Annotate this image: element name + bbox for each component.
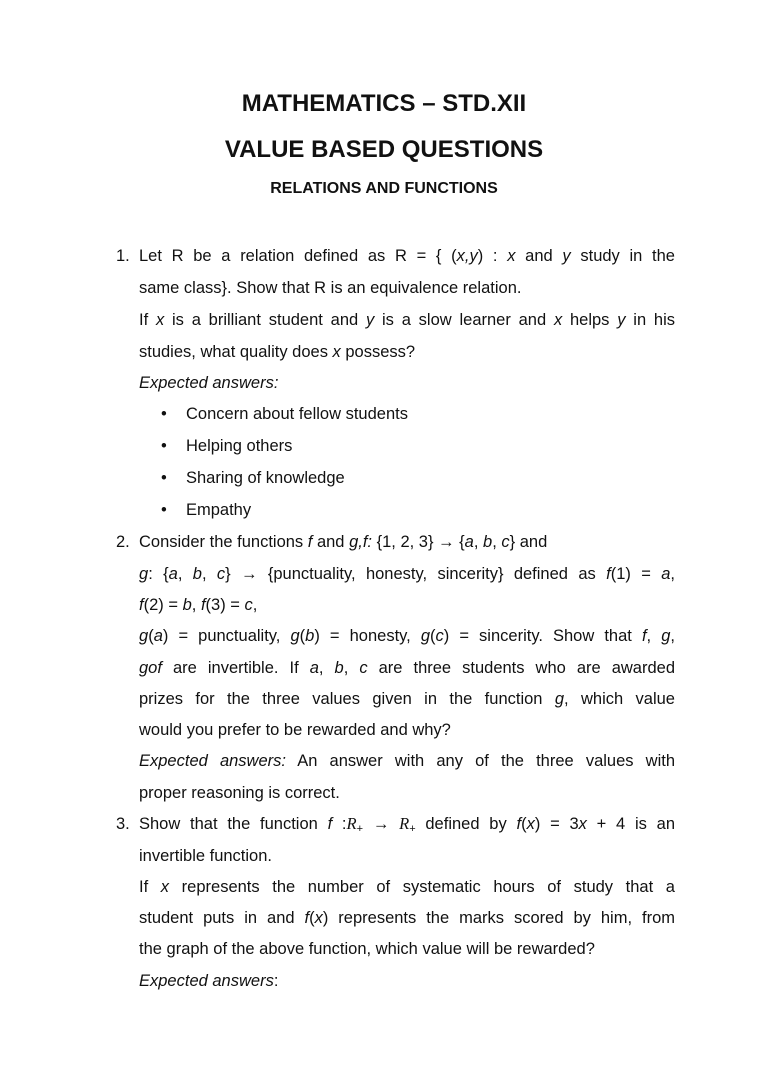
section-heading: RELATIONS AND FUNCTIONS bbox=[270, 180, 498, 197]
question-3-line-4: student puts in and f(x) represents the marks scored by him, from bbox=[139, 909, 675, 927]
list-item: Concern about fellow students bbox=[186, 405, 408, 423]
document-subtitle: VALUE BASED QUESTIONS bbox=[224, 136, 544, 163]
list-item: Sharing of knowledge bbox=[186, 469, 345, 487]
list-item: Empathy bbox=[186, 501, 252, 519]
question-2-line-3: f(2) = b, f(3) = c, bbox=[139, 596, 258, 614]
question-1-number: 1. bbox=[116, 247, 130, 265]
question-1-line-2: same class}. Show that R is an equivalence relation. bbox=[139, 279, 522, 297]
question-2-line-7: would you prefer to be rewarded and why? bbox=[139, 721, 451, 739]
bullet-icon: • bbox=[161, 405, 167, 423]
question-2-number: 2. bbox=[116, 533, 130, 551]
question-1-line-3: If x is a brilliant student and y is a slow learner and x helps y in his bbox=[139, 311, 675, 329]
document-title: MATHEMATICS – STD.XII bbox=[241, 90, 527, 117]
question-2-line-8: Expected answers: An answer with any of the three values with bbox=[139, 752, 675, 770]
question-3-line-1: Show that the function f :R+ → R+ defined by f(x) = 3x + 4 is an bbox=[139, 814, 676, 835]
question-2-line-1: Consider the functions f and g,f: {1, 2, 3} → {a, b, c} and bbox=[139, 533, 548, 551]
question-1-line-4: studies, what quality does x possess? bbox=[139, 343, 416, 361]
question-3-line-3: If x represents the number of systematic hours of study that a bbox=[139, 878, 675, 896]
bullet-icon: • bbox=[161, 437, 167, 455]
question-3-line-2: invertible function. bbox=[139, 847, 272, 865]
list-item: Helping others bbox=[186, 437, 293, 455]
bullet-icon: • bbox=[161, 469, 167, 487]
question-2-line-4: g(a) = punctuality, g(b) = honesty, g(c) = sincerity. Show that f, g, bbox=[139, 627, 675, 645]
question-2-line-6: prizes for the three values given in the function g, which value bbox=[139, 690, 675, 708]
question-1-line-1: Let R be a relation defined as R = { (x,y) : x and y study in the bbox=[139, 247, 675, 265]
bullet-icon: • bbox=[161, 501, 167, 519]
question-1-expected-label: Expected answers: bbox=[139, 374, 279, 392]
question-3-line-5: the graph of the above function, which value will be rewarded? bbox=[139, 940, 595, 958]
question-2-line-9: proper reasoning is correct. bbox=[139, 784, 340, 802]
question-2-line-2: g: {a, b, c} → {punctuality, honesty, sincerity} defined as f(1) = a, bbox=[139, 565, 675, 583]
question-3-expected-label: Expected answers: bbox=[139, 972, 279, 990]
question-3-number: 3. bbox=[116, 815, 130, 833]
question-2-line-5: gof are invertible. If a, b, c are three students who are awarded bbox=[139, 659, 676, 677]
